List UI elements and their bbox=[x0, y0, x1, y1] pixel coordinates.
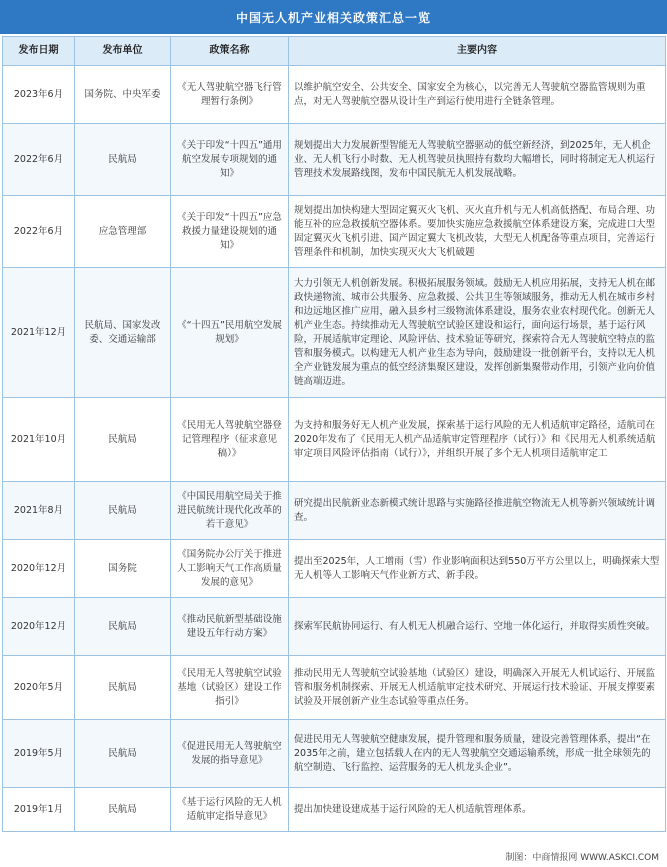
cell-content: 研究提出民航新业态新模式统计思路与实施路径推进航空物流无人机等新兴领域统计调查。 bbox=[289, 482, 666, 540]
cell-content: 规划提出加快构建大型固定翼灭火飞机、灭火直升机与无人机高低搭配、布局合理、功能互补的应急救援航空器体系。要加快实施应急救援航空体系建设方案，完成进口大型固定翼灭火飞机引进、国产固定翼大飞机改装，大型无人机配备等重点项目，完善运行管理条件和机制，加快实现灭火大飞机破题 bbox=[289, 196, 666, 268]
cell-date: 2023年6月 bbox=[3, 66, 75, 124]
cell-unit: 国务院、中央军委 bbox=[75, 66, 171, 124]
table-title: 中国无人机产业相关政策汇总一览 bbox=[0, 0, 667, 34]
cell-date: 2022年6月 bbox=[3, 124, 75, 196]
cell-policy-name: 《国务院办公厅关于推进人工影响天气工作高质量发展的意见》 bbox=[171, 540, 289, 598]
table-row bbox=[3, 66, 666, 124]
table-row bbox=[3, 124, 666, 196]
table-row bbox=[3, 268, 666, 398]
cell-content: 探索军民航协同运行、有人机无人机融合运行、空地一体化运行，并取得实质性突破。 bbox=[289, 598, 666, 656]
cell-date: 2021年8月 bbox=[3, 482, 75, 540]
cell-content: 推动民用无人驾驶航空试验基地（试验区）建设，明确深入开展无人机试运行、开展监管和服务机制探索、开展无人机适航审定技术研究、开展运行技术验证、开展支撑要素试验及开展创新产业生态试验等重点任务。 bbox=[289, 656, 666, 720]
table-row bbox=[3, 540, 666, 598]
policy-table bbox=[2, 36, 666, 832]
cell-unit: 民航局 bbox=[75, 598, 171, 656]
cell-policy-name: 《关于印发“十四五”通用航空发展专项规划的通知》 bbox=[171, 124, 289, 196]
table-row bbox=[3, 720, 666, 788]
cell-policy-name: 《关于印发“十四五”应急救援力量建设规划的通知》 bbox=[171, 196, 289, 268]
cell-policy-name: 《无人驾驶航空器飞行管理暂行条例》 bbox=[171, 66, 289, 124]
table-row bbox=[3, 482, 666, 540]
header-content: 主要内容 bbox=[289, 37, 666, 66]
cell-policy-name: 《“十四五”民用航空发展规划》 bbox=[171, 268, 289, 398]
cell-content: 提出加快建设建成基于运行风险的无人机适航管理体系。 bbox=[289, 788, 666, 832]
cell-policy-name: 《基于运行风险的无人机适航审定指导意见》 bbox=[171, 788, 289, 832]
header-name: 政策名称 bbox=[171, 37, 289, 66]
cell-content: 规划提出大力发展新型智能无人驾驶航空器驱动的低空新经济，到2025年，无人机企业、无人机飞行小时数、无人机驾驶员执照持有数均大幅增长，同时将制定无人机运行管理技术发展路线图，发布中国民航无人机发展战略。 bbox=[289, 124, 666, 196]
cell-unit: 国务院 bbox=[75, 540, 171, 598]
cell-date: 2019年1月 bbox=[3, 788, 75, 832]
cell-policy-name: 《民用无人驾驶航空试验基地（试验区）建设工作指引》 bbox=[171, 656, 289, 720]
table-row bbox=[3, 656, 666, 720]
cell-unit: 民航局 bbox=[75, 482, 171, 540]
cell-date: 2020年12月 bbox=[3, 540, 75, 598]
cell-date: 2020年12月 bbox=[3, 598, 75, 656]
cell-policy-name: 《民用无人驾驶航空器登记管理程序（征求意见稿）》 bbox=[171, 398, 289, 482]
cell-content: 为支持和服务好无人机产业发展，探索基于运行风险的无人机适航审定路径，适航司在2020年发布了《民用无人机产品适航审定管理程序（试行）》和《民用无人机系统适航审定项目风险评估指南（试行）》，并组织开展了多个无人机项目适航审定工 bbox=[289, 398, 666, 482]
cell-content: 提出至2025年，人工增雨（雪）作业影响面积达到550万平方公里以上，明确探索大型无人机等人工影响天气作业新方式、新手段。 bbox=[289, 540, 666, 598]
table-row bbox=[3, 398, 666, 482]
cell-date: 2021年12月 bbox=[3, 268, 75, 398]
cell-date: 2021年10月 bbox=[3, 398, 75, 482]
header-unit: 发布单位 bbox=[75, 37, 171, 66]
table-row bbox=[3, 788, 666, 832]
cell-date: 2020年5月 bbox=[3, 656, 75, 720]
cell-unit: 民航局、国家发改委、交通运输部 bbox=[75, 268, 171, 398]
cell-date: 2019年5月 bbox=[3, 720, 75, 788]
cell-unit: 应急管理部 bbox=[75, 196, 171, 268]
cell-unit: 民航局 bbox=[75, 788, 171, 832]
header-row bbox=[3, 37, 666, 66]
cell-policy-name: 《中国民用航空局关于推进民航统计现代化改革的若干意见》 bbox=[171, 482, 289, 540]
cell-policy-name: 《促进民用无人驾驶航空发展的指导意见》 bbox=[171, 720, 289, 788]
cell-date: 2022年6月 bbox=[3, 196, 75, 268]
cell-content: 大力引领无人机创新发展。积极拓展服务领域。鼓励无人机应用拓展，支持无人机在邮政快递物流、城市公共服务、应急救援、公共卫生等领域服务，推动无人机在城市乡村和边远地区推广应用，融入县乡村三级物流体系建设，服务农业农村现代化。创新无人机产业生态。持续推动无人驾驶航空试验区建设和运行，面向运行场景，基于运行风险，开展适航审定理论、风险评估、技术验证等研究，探索符合无人驾驶航空特点的监管和服务模式。以构建无人机产业生态为导向，鼓励建设一批创新平台，支持以无人机全产业链发展为重点的低空经济集聚区建设，发挥创新集聚带动作用，引领产业向价值链高端迈进。 bbox=[289, 268, 666, 398]
table-row bbox=[3, 196, 666, 268]
cell-content: 促进民用无人驾驶航空健康发展，提升管理和服务质量，建设完善管理体系，提出“在2035年之前，建立包括载人在内的无人驾驶航空交通运输系统，形成一批全球领先的航空制造、飞行监控、运营服务的无人机龙头企业”。 bbox=[289, 720, 666, 788]
source-credit: 制图：中商情报网 WWW.ASKCI.COM bbox=[505, 853, 659, 863]
cell-content: 以维护航空安全、公共安全、国家安全为核心，以完善无人驾驶航空器监管规则为重点，对无人驾驶航空器从设计生产到运行使用进行全链条管理。 bbox=[289, 66, 666, 124]
table-row bbox=[3, 598, 666, 656]
cell-policy-name: 《推动民航新型基础设施建设五年行动方案》 bbox=[171, 598, 289, 656]
cell-unit: 民航局 bbox=[75, 720, 171, 788]
cell-unit: 民航局 bbox=[75, 398, 171, 482]
header-date: 发布日期 bbox=[3, 37, 75, 66]
cell-unit: 民航局 bbox=[75, 124, 171, 196]
cell-unit: 民航局 bbox=[75, 656, 171, 720]
